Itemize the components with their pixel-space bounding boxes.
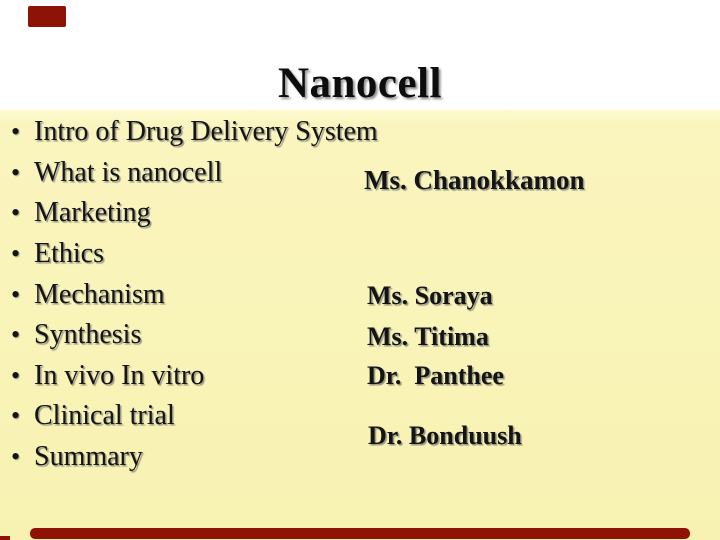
red-corner-mark (0, 536, 10, 540)
list-item (0, 153, 378, 194)
list-item (0, 315, 378, 356)
agenda-list (0, 112, 378, 477)
list-item (0, 274, 378, 315)
presenter-name: Dr. Panthee (367, 361, 504, 390)
bullet-icon: • (11, 401, 21, 431)
bullet-icon: • (11, 117, 21, 147)
list-item (0, 437, 378, 478)
bullet-icon: • (11, 239, 21, 269)
list-item (0, 356, 378, 397)
bullet-icon: • (11, 360, 21, 390)
list-item-label: Summary (34, 441, 143, 473)
list-item-label: Mechanism (34, 278, 165, 310)
bullet-icon: • (11, 320, 21, 350)
list-item (0, 396, 378, 437)
list-item-label: Synthesis (34, 319, 142, 351)
page-title: Nanocell (277, 59, 443, 107)
list-item-label: In vivo In vitro (34, 359, 205, 391)
list-item (0, 193, 378, 234)
bullet-icon: • (11, 442, 21, 472)
list-item-label: What is nanocell (34, 156, 223, 188)
bullet-icon: • (11, 279, 21, 309)
list-item-label: Marketing (34, 197, 151, 229)
content-panel (0, 110, 720, 540)
presenter-name: Ms. Soraya (367, 281, 493, 310)
presenter-name: Dr. Bonduush (368, 421, 522, 450)
red-accent-bottom-bar (30, 528, 690, 539)
presenter-name: Ms. Chanokkamon (364, 165, 585, 195)
list-item-label: Intro of Drug Delivery System (34, 116, 378, 148)
list-item-label: Ethics (34, 238, 104, 270)
list-item (0, 234, 378, 275)
list-item (0, 112, 378, 153)
bullet-icon: • (11, 157, 21, 187)
presenter-name: Ms. Titima (367, 322, 489, 351)
bullet-icon: • (11, 198, 21, 228)
red-accent-block (28, 6, 66, 27)
list-item-label: Clinical trial (34, 400, 175, 432)
